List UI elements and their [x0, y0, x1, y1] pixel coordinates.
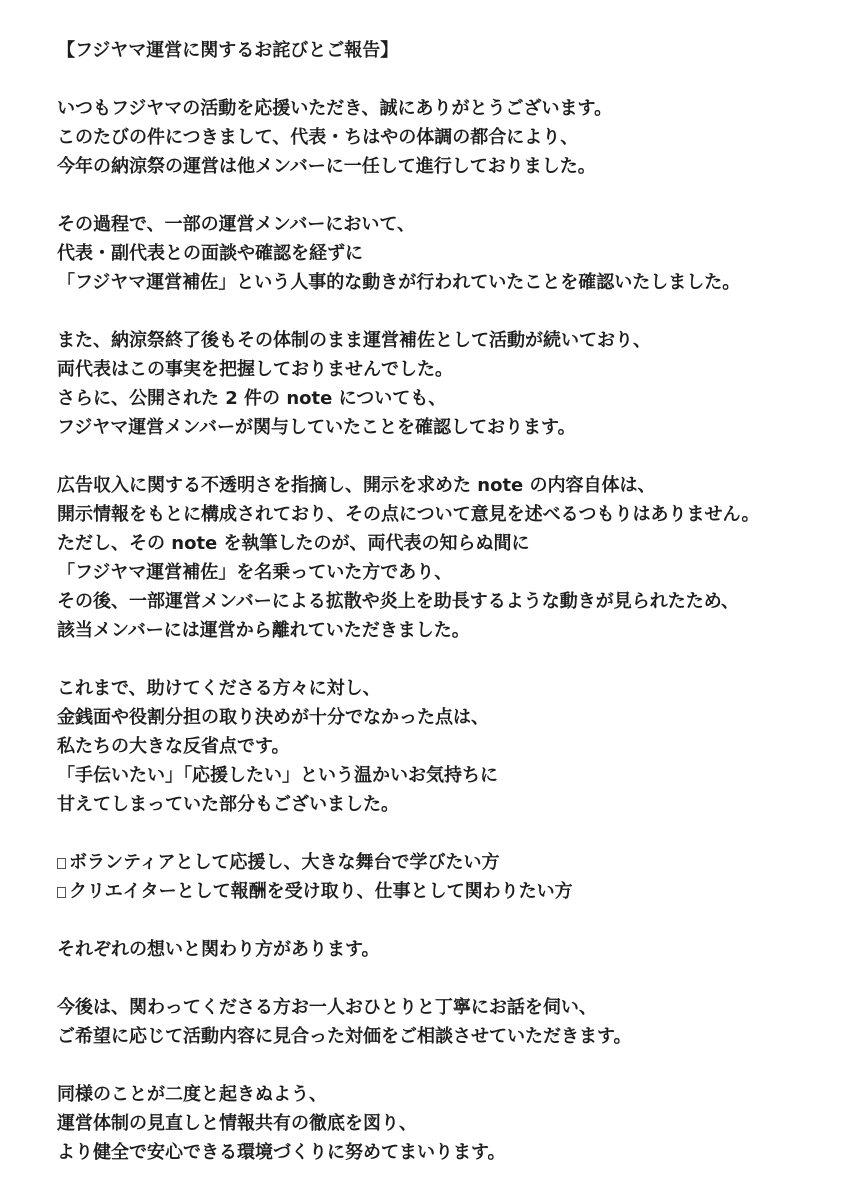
paragraph-line: 甘えてしまっていた部分もございました。: [57, 794, 399, 815]
bullet-text: ボランティアとして応援し、大きな舞台で学びたい方: [69, 852, 500, 873]
paragraph-future: [57, 993, 837, 1051]
spacer: [57, 65, 837, 94]
paragraph-line: 運営体制の見直しと情報共有の徹底を図り、: [57, 1113, 417, 1134]
paragraph-line: これまで、助けてくださる方々に対し、: [57, 678, 381, 699]
paragraph-line: ご希望に応じて活動内容に見合った対価をご相談させていただきます。: [57, 1026, 632, 1047]
paragraph-line: 広告収入に関する不透明さを指摘し、開示を求めた note の内容自体は、: [57, 475, 656, 496]
paragraph-line: 金銭面や役割分担の取り決めが十分でなかった点は、: [57, 707, 489, 728]
paragraph-line: 今後は、関わってくださる方お一人おひとりと丁寧にお話を伺い、: [57, 997, 597, 1018]
paragraph-continuation: [57, 326, 837, 442]
spacer: [57, 906, 837, 935]
document-title: 【フジヤマ運営に関するお詫びとご報告】: [57, 40, 399, 61]
paragraph-line: 代表・副代表との面談や確認を経ずに: [57, 243, 363, 264]
paragraph-line: このたびの件につきまして、代表・ちはやの体調の都合により、: [57, 127, 579, 148]
spacer: [57, 297, 837, 326]
missing-glyph-bullet-icon: [57, 887, 66, 898]
paragraph-line: 「手伝いたい」「応援したい」という温かいお気持ちに: [57, 765, 498, 786]
spacer: [57, 1051, 837, 1080]
paragraph-line: その後、一部運営メンバーによる拡散や炎上を助長するような動きが見られたため、: [57, 591, 740, 612]
paragraph-reflection: [57, 674, 837, 819]
paragraph-closing: [57, 1080, 837, 1167]
paragraph-note-explanation: [57, 471, 837, 645]
document-body: [57, 36, 837, 1167]
paragraph-line: その過程で、一部の運営メンバーにおいて、: [57, 214, 416, 235]
paragraph-diversity: [57, 935, 837, 964]
spacer: [57, 645, 837, 674]
paragraph-line: それぞれの想いと関わり方があります。: [57, 939, 380, 960]
spacer: [57, 964, 837, 993]
paragraph-line: 今年の納涼祭の運営は他メンバーに一任して進行しておりました。: [57, 156, 596, 177]
paragraph-line: 該当メンバーには運営から離れていただきました。: [57, 620, 470, 641]
spacer: [57, 442, 837, 471]
spacer: [57, 181, 837, 210]
paragraph-line: 両代表はこの事実を把握しておりませんでした。: [57, 359, 453, 380]
bullet-text: クリエイターとして報酬を受け取り、仕事として関わりたい方: [69, 881, 573, 902]
paragraph-line: また、納涼祭終了後もその体制のまま運営補佐として活動が続いており、: [57, 330, 651, 351]
paragraph-line: 開示情報をもとに構成されており、その点について意見を述べるつもりはありません。: [57, 504, 760, 525]
bullet-item: [57, 877, 837, 906]
bullet-item: [57, 848, 837, 877]
paragraph-line: フジヤマ運営メンバーが関与していたことを確認しております。: [57, 417, 576, 438]
spacer: [57, 819, 837, 848]
paragraph-line: より健全で安心できる環境づくりに努めてまいります。: [57, 1142, 506, 1163]
missing-glyph-bullet-icon: [57, 858, 66, 869]
paragraph-line: さらに、公開された 2 件の note についても、: [57, 388, 447, 409]
paragraph-line: ただし、その note を執筆したのが、両代表の知らぬ間に: [57, 533, 530, 554]
paragraph-process: [57, 210, 837, 297]
paragraph-line: 同様のことが二度と起きぬよう、: [57, 1084, 327, 1105]
paragraph-line: 「フジヤマ運営補佐」という人事的な動きが行われていたことを確認いたしました。: [57, 272, 741, 293]
paragraph-line: 私たちの大きな反省点です。: [57, 736, 290, 757]
bullet-list: [57, 848, 837, 906]
paragraph-greeting: [57, 94, 837, 181]
paragraph-line: 「フジヤマ運営補佐」を名乗っていた方であり、: [57, 562, 453, 583]
paragraph-line: いつもフジヤマの活動を応援いただき、誠にありがとうございます。: [57, 98, 613, 119]
